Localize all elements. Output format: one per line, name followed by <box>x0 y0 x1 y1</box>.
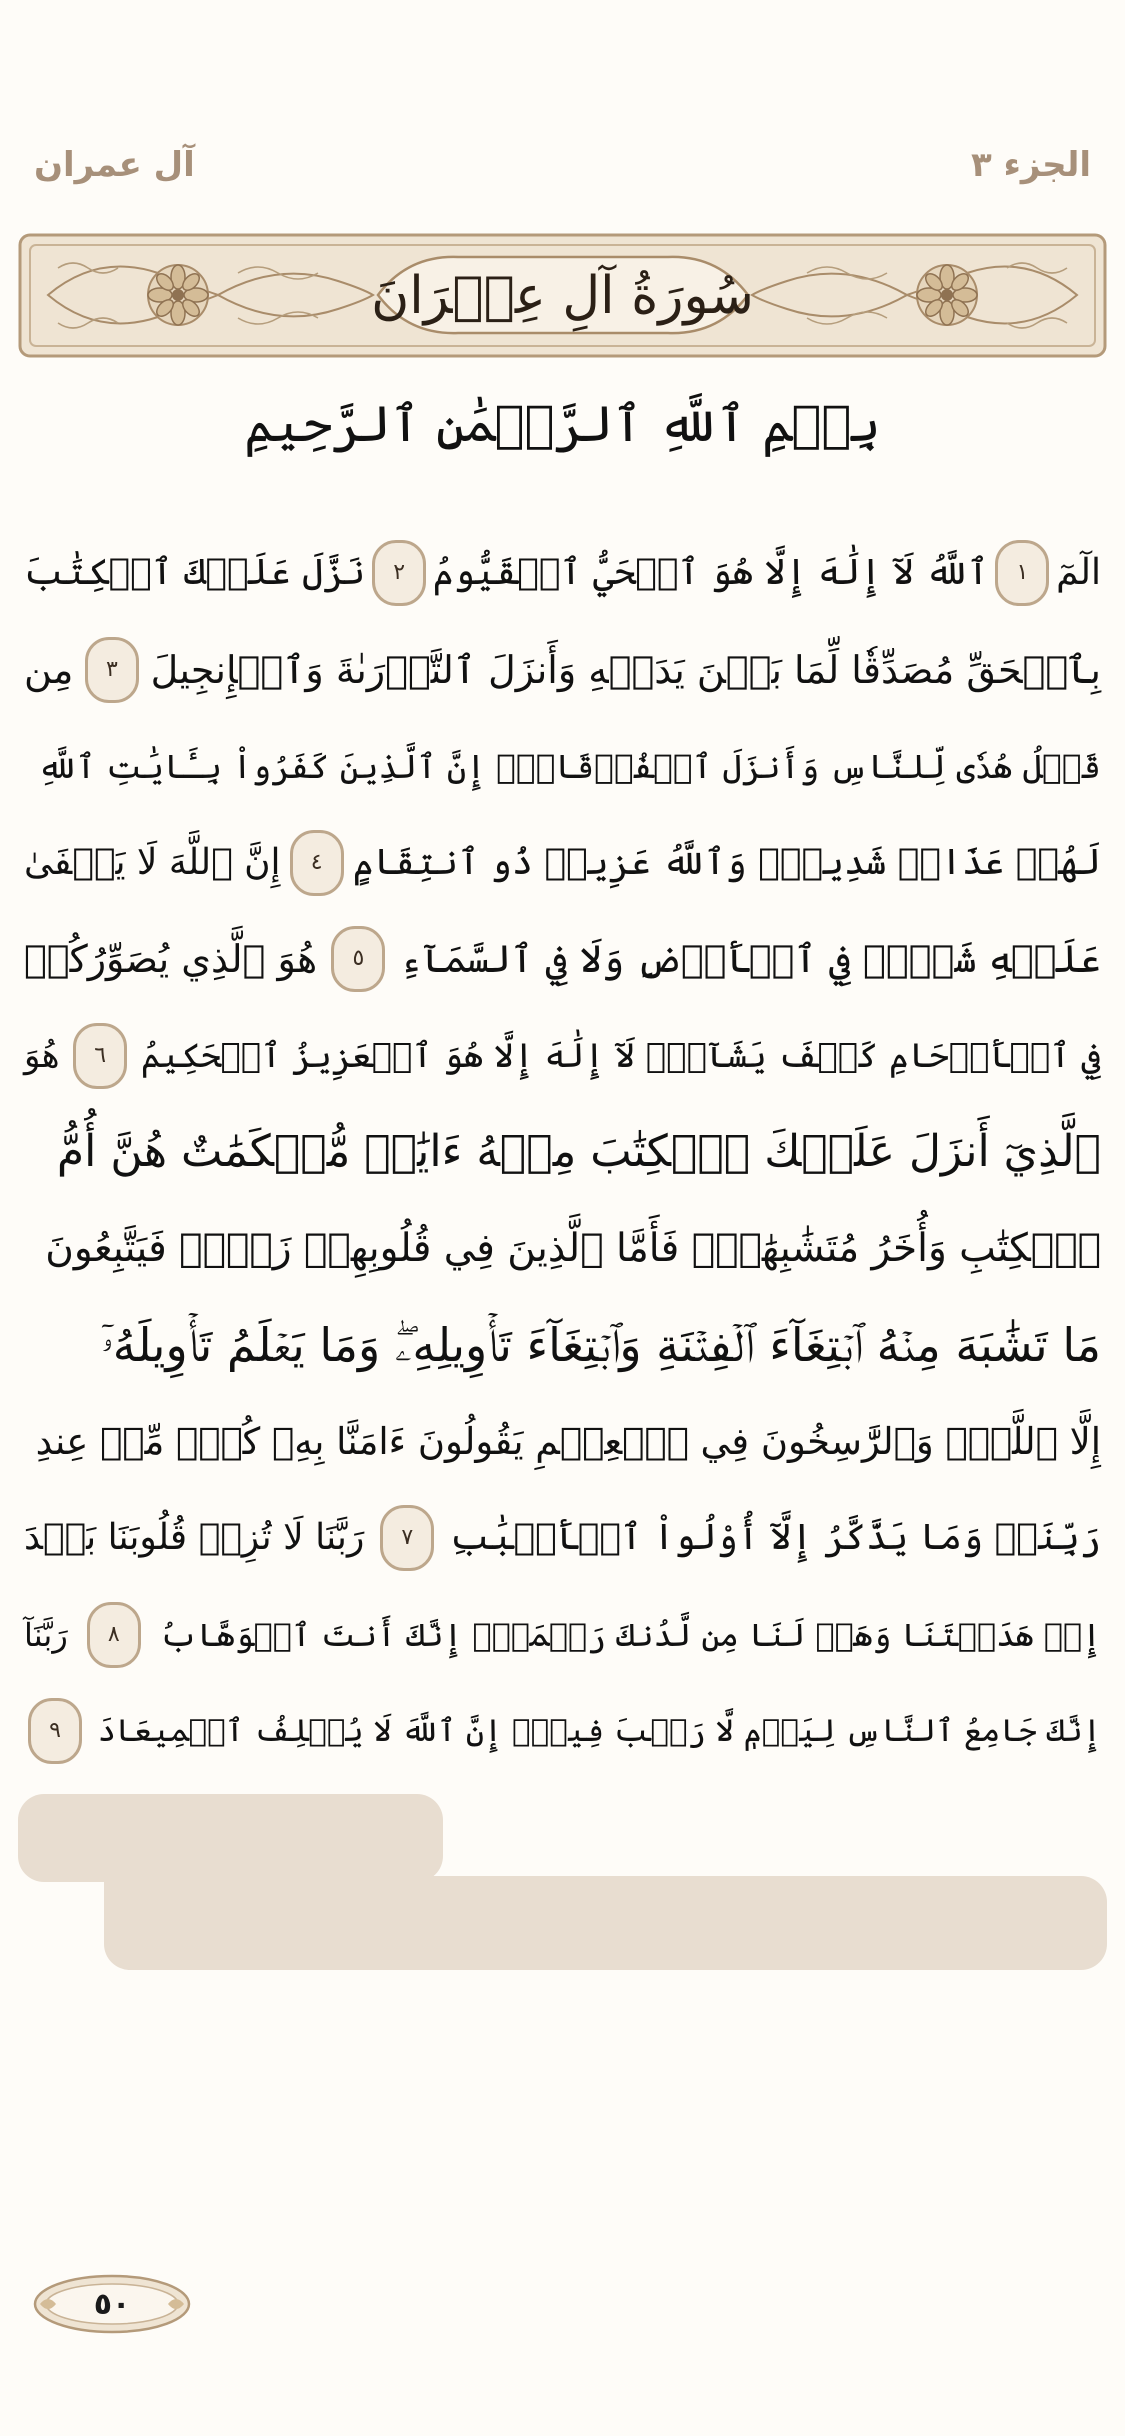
quran-line[interactable] <box>24 1104 1101 1201</box>
verse-text[interactable]: الٓمٓ <box>1056 552 1101 594</box>
quran-line[interactable] <box>24 622 1101 719</box>
page-number: ٥٠ <box>93 2286 131 2322</box>
verse-text[interactable]: نَزَّلَ عَلَيۡكَ ٱلۡكِتَٰبَ <box>24 552 366 594</box>
verse-text[interactable]: هُوَ <box>24 1035 60 1076</box>
verse-text[interactable]: إِلَّا ٱللَّهُۗ وَٱلرَّٰسِخُونَ فِي ٱلۡعِلۡمِ يَقُولُونَ ءَامَنَّا بِهِۦ كُلّٞ مِّنۡ عِندِ <box>35 1420 1101 1464</box>
quran-line[interactable] <box>24 1201 1101 1298</box>
quran-text <box>24 525 1101 1780</box>
verse-text[interactable]: رَبِّنَاۗ وَمَا يَذَّكَّرُ إِلَّآ أُوْلُواْ ٱلۡأَلۡبَٰبِ <box>450 1517 1101 1559</box>
quran-line[interactable] <box>24 815 1101 912</box>
verse-text[interactable]: ٱللَّهُ لَآ إِلَٰهَ إِلَّا هُوَ ٱلۡحَيُّ ٱلۡقَيُّومُ <box>432 552 989 594</box>
verse-text[interactable]: مِن <box>24 647 74 692</box>
ayah-number-marker[interactable]: ٧ <box>380 1505 434 1571</box>
surah-name-label[interactable]: آل عمران <box>34 145 195 185</box>
top-bar <box>34 140 1091 190</box>
verse-text[interactable]: مَا تَشَٰبَهَ مِنۡهُ ٱبۡتِغَآءَ ٱلۡفِتۡنَةِ وَٱبۡتِغَآءَ تَأۡوِيلِهِۦۖ وَمَا يَعۡلَمُ تَأۡوِيلَهُۥٓ <box>101 1318 1101 1373</box>
verse-text[interactable]: فِي ٱلۡأَرۡحَامِ كَيۡفَ يَشَآءُۚ لَآ إِلَٰهَ إِلَّا هُوَ ٱلۡعَزِيزُ ٱلۡحَكِيمُ <box>140 1035 1101 1076</box>
surah-banner-frame <box>18 233 1107 358</box>
verse-text[interactable]: ٱلَّذِيٓ أَنزَلَ عَلَيۡكَ ٱلۡكِتَٰبَ مِنۡهُ ءَايَٰتٞ مُّحۡكَمَٰتٌ هُنَّ أُمُّ <box>56 1126 1101 1178</box>
quran-line[interactable] <box>24 911 1101 1008</box>
verse-text[interactable]: إِذۡ هَدَيۡتَنَا وَهَبۡ لَنَا مِن لَّدُنكَ رَحۡمَةًۚ إِنَّكَ أَنتَ ٱلۡوَهَّابُ <box>159 1615 1101 1654</box>
quran-line[interactable] <box>24 1297 1101 1394</box>
surah-banner <box>18 233 1107 358</box>
quran-line[interactable] <box>24 1008 1101 1105</box>
verse-text[interactable]: إِنَّ ٱللَّهَ لَا يَخۡفَىٰ <box>24 841 281 883</box>
verse-text[interactable]: لَهُمۡ عَذَابٞ شَدِيدٞۗ وَٱللَّهُ عَزِيزٞ ذُو ٱنتِقَامٍ <box>352 841 1101 883</box>
verse-text[interactable]: رَبَّنَا لَا تُزِغۡ قُلُوبَنَا بَعۡدَ <box>24 1517 365 1559</box>
verse-text[interactable]: بِٱلۡحَقِّ مُصَدِّقٗا لِّمَا بَيۡنَ يَدَيۡهِ وَأَنزَلَ ٱلتَّوۡرَىٰةَ وَٱلۡإِنجِيلَ <box>150 647 1101 692</box>
quran-line[interactable] <box>24 1490 1101 1587</box>
quran-line[interactable] <box>24 525 1101 622</box>
verse-highlight-upper[interactable] <box>18 1794 443 1882</box>
quran-line[interactable] <box>24 718 1101 815</box>
page-number-badge <box>32 2273 192 2335</box>
ayah-number-marker[interactable]: ٤ <box>290 830 344 896</box>
verse-text[interactable]: رَبَّنَآ <box>24 1615 68 1654</box>
verse-text[interactable]: إِنَّكَ جَامِعُ ٱلنَّاسِ لِيَوۡمٖ لَّا رَيۡبَ فِيهِۚ إِنَّ ٱللَّهَ لَا يُخۡلِفُ ٱلۡمِيعَادَ <box>97 1712 1101 1749</box>
juz-label[interactable]: الجزء ٣ <box>970 145 1091 185</box>
ayah-number-marker[interactable]: ٣ <box>85 637 139 703</box>
surah-title: سُورَةُ آلِ عِمۡرَانَ <box>371 265 754 326</box>
quran-line[interactable] <box>24 1394 1101 1491</box>
verse-text[interactable]: عَلَيۡهِ شَيۡءٞ فِي ٱلۡأَرۡضِ وَلَا فِي ٱلسَّمَآءِ <box>399 937 1101 982</box>
verse-text[interactable]: قَبۡلُ هُدٗى لِّلنَّاسِ وَأَنزَلَ ٱلۡفُرۡقَانَۗ إِنَّ ٱلَّذِينَ كَفَرُواْ بِـَٔايَٰتِ ٱللَّهِ <box>37 746 1101 786</box>
ayah-number-marker[interactable]: ٩ <box>28 1698 82 1764</box>
ayah-number-marker[interactable]: ١ <box>995 540 1049 606</box>
ayah-number-marker[interactable]: ٨ <box>87 1602 141 1668</box>
ayah-number-marker[interactable]: ٢ <box>372 540 426 606</box>
ayah-number-marker[interactable]: ٥ <box>331 926 385 992</box>
basmala: بِسۡمِ ٱللَّهِ ٱلرَّحۡمَٰنِ ٱلرَّحِيمِ <box>244 395 881 453</box>
verse-highlight-lower[interactable] <box>104 1876 1107 1970</box>
quran-line[interactable] <box>24 1587 1101 1684</box>
verse-text[interactable]: هُوَ ٱلَّذِي يُصَوِّرُكُمۡ <box>24 937 318 982</box>
verse-text[interactable]: ٱلۡكِتَٰبِ وَأُخَرُ مُتَشَٰبِهَٰتٞۖ فَأَمَّا ٱلَّذِينَ فِي قُلُوبِهِمۡ زَيۡغٞ فَيَتَّبِعُونَ <box>45 1226 1101 1272</box>
quran-line[interactable] <box>24 1683 1101 1780</box>
ayah-number-marker[interactable]: ٦ <box>73 1023 127 1089</box>
